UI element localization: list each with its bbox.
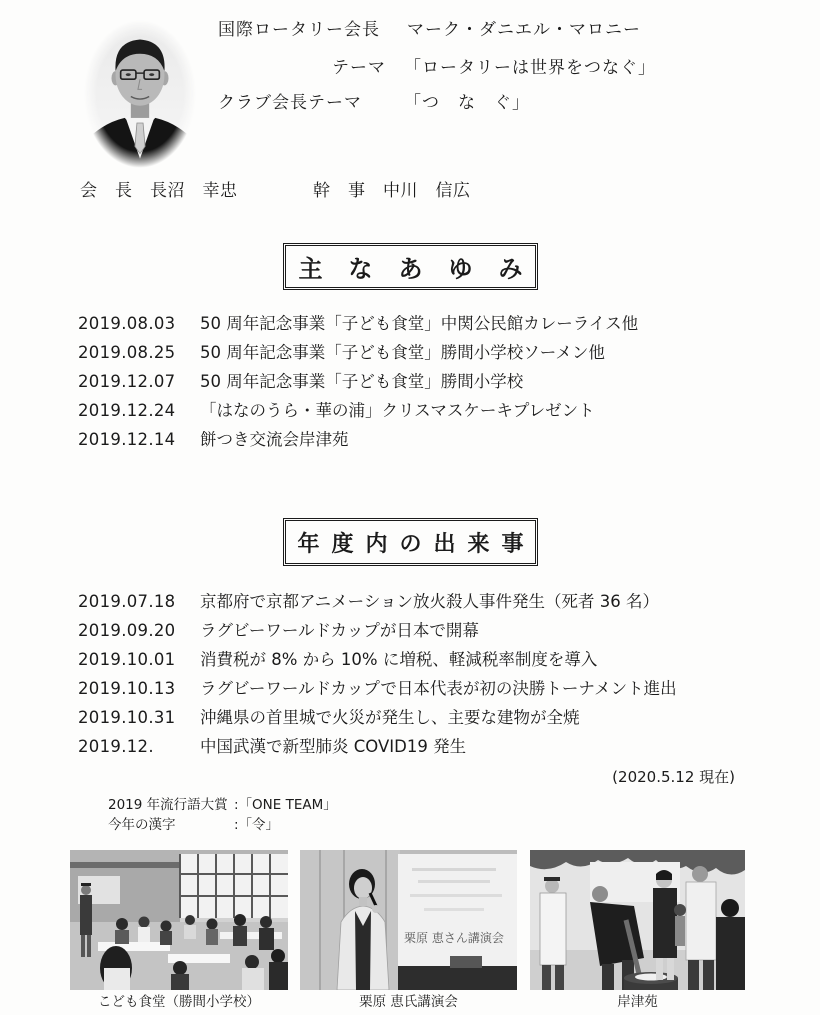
photo-caption: 岸津苑 [617, 994, 658, 1010]
buzzword-value: :「ONE TEAM」 [234, 797, 337, 813]
event-date: 2019.08.25 [78, 343, 176, 362]
portrait-image [84, 20, 196, 168]
list-item [78, 620, 718, 649]
event-description: 沖縄県の首里城で火災が発生し、主要な建物が全焼 [200, 708, 580, 727]
mochi-event-image [530, 850, 745, 990]
photo-lecture [300, 850, 517, 990]
event-description: 中国武漢で新型肺炎 COVID19 発生 [200, 737, 467, 756]
screen-title-text: 栗原 恵さん講演会 [404, 931, 504, 945]
list-item [78, 400, 718, 429]
event-date: 2019.12.24 [78, 401, 176, 420]
event-description: 50 周年記念事業「子ども食堂」勝間小学校 [200, 372, 524, 391]
cafeteria-image [70, 850, 288, 990]
ri-president-label: 国際ロータリー会長 [218, 20, 380, 40]
president-portrait [84, 20, 196, 168]
section-heading-text: 主なあゆみ [298, 255, 549, 283]
event-date: 2019.10.13 [78, 679, 176, 698]
event-date: 2019.12.14 [78, 430, 176, 449]
event-description: ラグビーワールドカップが日本で開幕 [200, 621, 479, 640]
lecture-image [300, 850, 517, 990]
theme-value: 「ロータリーは世界をつなぐ」 [404, 58, 656, 78]
kanji-of-year-value: :「令」 [234, 817, 280, 833]
photo-kishitsuen [530, 850, 745, 990]
event-date: 2019.09.20 [78, 621, 176, 640]
as-of-date: (2020.5.12 現在) [612, 768, 735, 786]
list-item [78, 429, 718, 458]
list-item [78, 649, 718, 678]
photo-caption: 栗原 恵氏講演会 [359, 994, 458, 1010]
club-president: 会 長 長沼 幸忠 [80, 181, 238, 201]
event-description: 50 周年記念事業「子ども食堂」勝間小学校ソーメン他 [200, 343, 605, 362]
event-date: 2019.12. [78, 737, 154, 756]
event-description: 50 周年記念事業「子ども食堂」中関公民館カレーライス他 [200, 314, 639, 333]
ri-president-name: マーク・ダニエル・マロニー [407, 20, 641, 40]
event-description: ラグビーワールドカップで日本代表が初の決勝トーナメント進出 [200, 679, 677, 698]
section-heading-events [283, 518, 538, 566]
ayumi-list [78, 313, 718, 458]
events-list [78, 591, 718, 765]
event-date: 2019.07.18 [78, 592, 176, 611]
event-date: 2019.08.03 [78, 314, 176, 333]
list-item [78, 678, 718, 707]
list-item [78, 313, 718, 342]
club-secretary: 幹 事 中川 信広 [313, 181, 471, 201]
event-date: 2019.12.07 [78, 372, 176, 391]
club-theme-value: 「つ な ぐ」 [404, 93, 530, 113]
photo-caption: こども食堂（勝間小学校） [98, 994, 260, 1010]
kanji-of-year-label: 今年の漢字 [108, 817, 176, 833]
club-theme-label: クラブ会長テーマ [218, 93, 362, 113]
event-date: 2019.10.31 [78, 708, 176, 727]
trivia-block [108, 796, 428, 836]
section-heading-ayumi [283, 243, 549, 290]
list-item [78, 371, 718, 400]
buzzword-label: 2019 年流行語大賞 [108, 797, 228, 813]
event-description: 消費税が 8% から 10% に増税、軽減税率制度を導入 [200, 650, 598, 669]
photo-kodomo-shokudo [70, 850, 288, 990]
list-item [78, 736, 718, 765]
event-description: 京都府で京都アニメーション放火殺人事件発生（死者 36 名） [200, 592, 660, 611]
list-item [78, 707, 718, 736]
theme-label: テーマ [332, 58, 386, 78]
list-item [78, 591, 718, 620]
event-date: 2019.10.01 [78, 650, 176, 669]
trivia-row [108, 816, 428, 836]
event-description: 「はなのうら・華の浦」クリスマスケーキプレゼント [200, 401, 595, 420]
event-description: 餅つき交流会岸津苑 [200, 430, 349, 449]
section-heading-text: 年度内の出来事 [297, 531, 536, 557]
trivia-row [108, 796, 428, 816]
list-item [78, 342, 718, 371]
